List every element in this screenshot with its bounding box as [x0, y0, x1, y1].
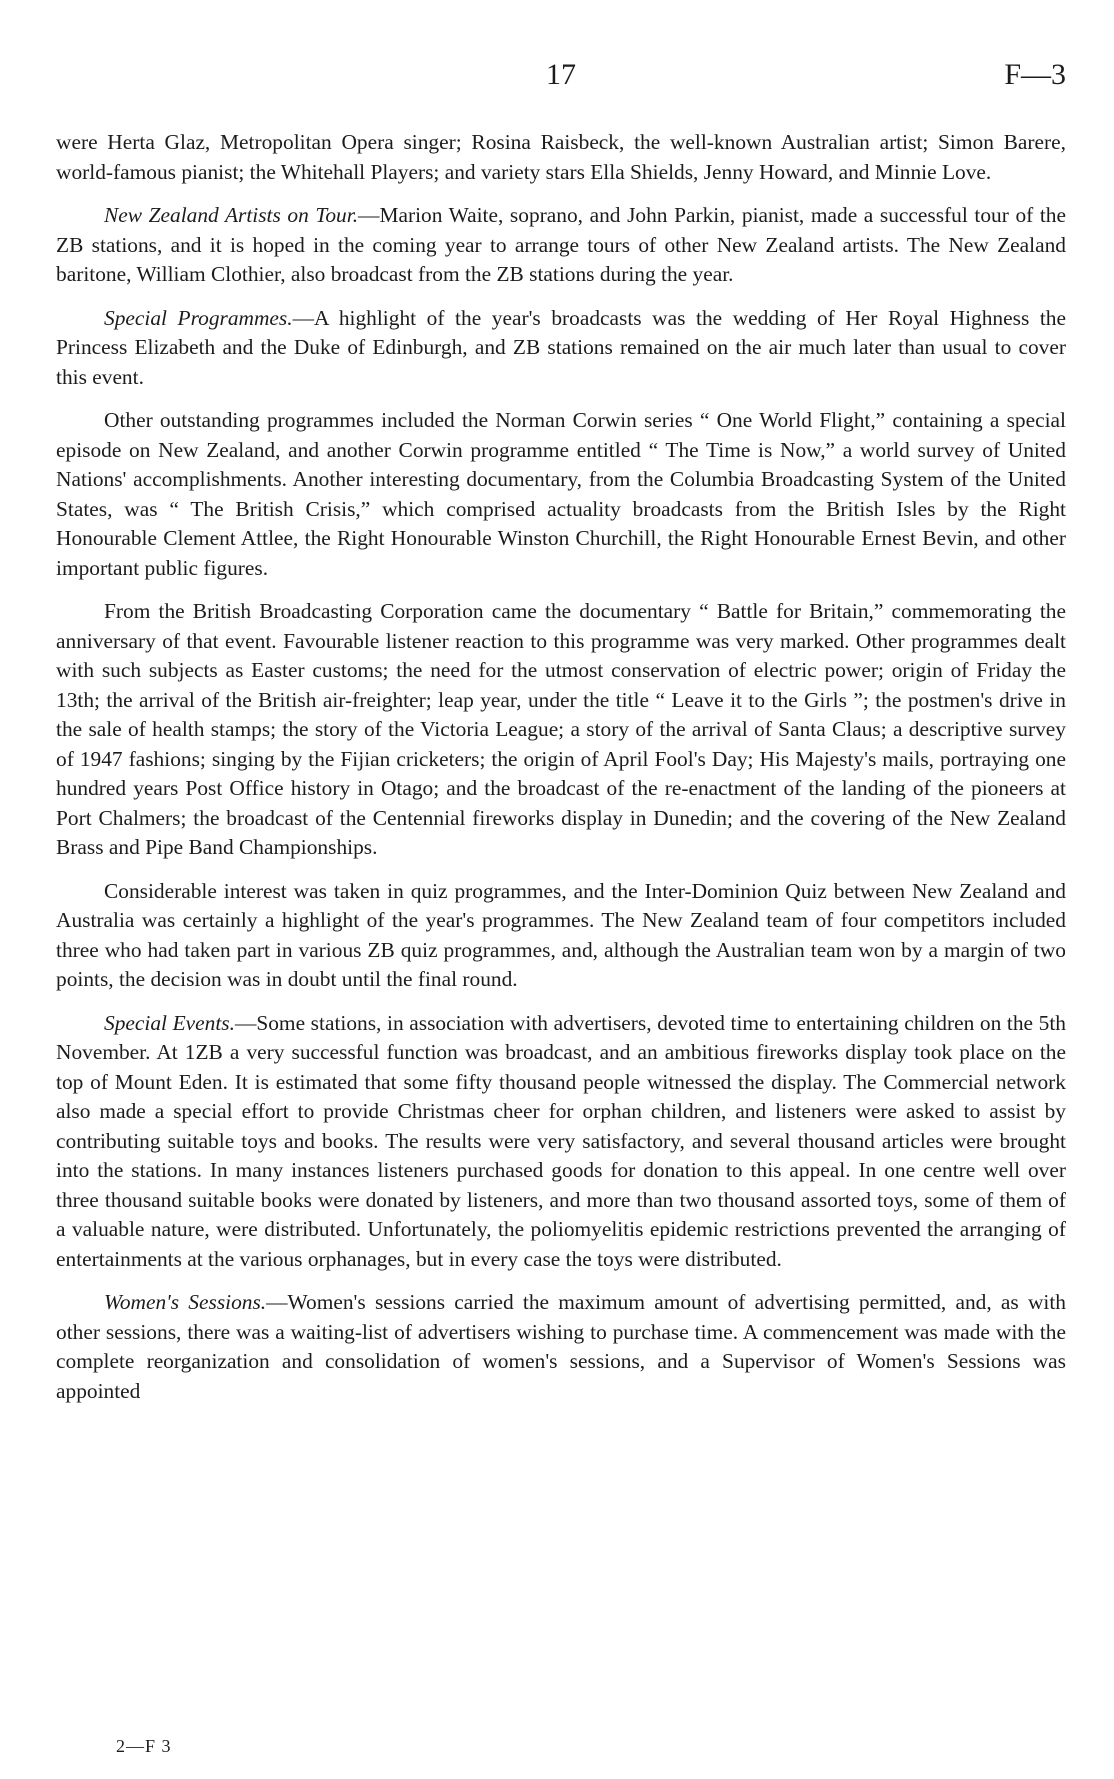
paragraph-bbc-documentary	[56, 597, 1066, 863]
paragraph-special-programmes	[56, 304, 1066, 393]
paragraph-artists-continued	[56, 128, 1066, 187]
paragraph-text: were Herta Glaz, Metropolitan Opera singer; Rosina Raisbeck, the well-known Australian artist; Simon Barere, world-famous pianist; the Whitehall Players; and variety stars Ella Shields, Jenny Howard, and Minnie Love.	[56, 130, 1066, 184]
section-heading: New Zealand Artists on Tour.	[104, 203, 359, 227]
page-number: 17	[546, 58, 576, 91]
paragraph-text: —Women's sessions carried the maximum amount of advertising permitted, and, as with other sessions, there was a waiting-list of advertisers wishing to purchase time. A commencement was made with the complete reorganization and consolidation of women's sessions, and a Supervisor of Women's Sessions was appointed	[56, 1290, 1066, 1403]
paragraph-text: Considerable interest was taken in quiz programmes, and the Inter-Dominion Quiz between New Zealand and Australia was certainly a highlight of the year's programmes. The New Zealand team of four competitors included three who had taken part in various ZB quiz programmes, and, although the Australian team won by a margin of two points, the decision was in doubt until the final round.	[56, 878, 1066, 991]
paragraph-quiz-programmes	[56, 877, 1066, 995]
paragraph-text: —Marion Waite, soprano, and John Parkin, pianist, made a successful tour of the ZB stations, and it is hoped in the coming year to arrange tours of other New Zealand artists. The New Zealand baritone, William Clothier, also broadcast from the ZB stations during the year.	[56, 203, 1066, 286]
paragraph-womens-sessions	[56, 1288, 1066, 1406]
paragraph-new-zealand-artists	[56, 201, 1066, 290]
paragraph-text: Other outstanding programmes included the Norman Corwin series “ One World Flight,” containing a special episode on New Zealand, and another Corwin programme entitled “ The Time is Now,” a world survey of United Nations' accomplishments. Another interesting documentary, from the Columbia Broadcasting System of the United States, was “ The British Crisis,” which comprised actuality broadcasts from the British Isles by the Right Honourable Clement Attlee, the Right Honourable Winston Churchill, the Right Honourable Ernest Bevin, and other important public figures.	[56, 408, 1066, 580]
paragraph-text: —A highlight of the year's broadcasts was the wedding of Her Royal Highness the Princess Elizabeth and the Duke of Edinburgh, and ZB stations remained on the air much later than usual to cover this event.	[56, 305, 1066, 389]
paragraph-text: From the British Broadcasting Corporation came the documentary “ Battle for Britain,” commemorating the anniversary of that event. Favourable listener reaction to this programme was very marked. Other programmes dealt with such subjects as Easter customs; the need for the utmost conservation of electric power; origin of Friday the 13th; the arrival of the British air-freighter; leap year, under the title “ Leave it to the Girls ”; the postmen's drive in the sale of health stamps; the story of the Victoria League; a story of the arrival of Santa Claus; a descriptive survey of 1947 fashions; singing by the Fijian cricketers; the origin of April Fool's Day; His Majesty's mails, portraying one hundred years Post Office history in Otago; and the broadcast of the re-enactment of the landing of the pioneers at Port Chalmers; the broadcast of the Centennial fireworks display in Dunedin; and the covering of the New Zealand Brass and Pipe Band Championships.	[56, 599, 1066, 859]
section-heading: Women's Sessions.	[104, 1290, 267, 1314]
document-reference: F—3	[1004, 58, 1066, 91]
paragraph-corwin-series	[56, 406, 1066, 583]
section-heading: Special Programmes.	[104, 305, 293, 330]
paragraph-text: —Some stations, in association with advertisers, devoted time to entertaining children on the 5th November. At 1ZB a very successful function was broadcast, and an ambitious fireworks display took place on the top of Mount Eden. It is estimated that some fifty thousand people witnessed the display. The Commercial network also made a special effort to provide Christmas cheer for orphan children, and listeners were asked to assist by contributing suitable toys and books. The results were very satisfactory, and several thousand articles were brought into the stations. In many instances listeners purchased goods for donation to this appeal. In one centre well over three thousand suitable books were donated by listeners, and more than two thousand assorted toys, some of them of a valuable nature, were distributed. Unfortunately, the poliomyelitis epidemic restrictions prevented the arranging of entertainments at the various orphanages, but in every case the toys were distributed.	[56, 1010, 1066, 1271]
signature-mark: 2—F 3	[116, 1736, 172, 1756]
section-heading: Special Events.	[104, 1010, 235, 1035]
body-text	[56, 128, 1066, 1420]
page-header	[56, 58, 1066, 98]
paragraph-special-events	[56, 1009, 1066, 1275]
